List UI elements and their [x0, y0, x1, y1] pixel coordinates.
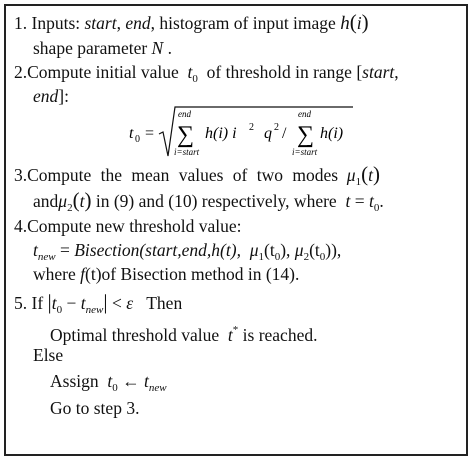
- step-4-close-a: ),: [280, 240, 291, 260]
- step-1-number: 1.: [14, 13, 28, 33]
- step-4-number: 4.: [14, 216, 28, 236]
- sum2-bottom: i=start: [292, 147, 318, 157]
- step-1-end: end: [125, 13, 151, 33]
- step-5-tn: t: [80, 293, 86, 313]
- step-5-assign: [50, 371, 167, 398]
- sum1-top: end: [178, 109, 191, 119]
- step-3-t2: t: [79, 191, 85, 211]
- step-4-where-word: where: [33, 264, 76, 284]
- step-2-close: ]:: [58, 86, 69, 106]
- step-4-t0b: (t: [309, 240, 320, 260]
- step-4-mu1: μ: [249, 240, 259, 260]
- step-1-rest: , histogram of input image: [150, 13, 336, 33]
- formula-exp2: 2: [274, 122, 279, 133]
- step-4-where: [33, 264, 299, 284]
- step-2-line-1: [14, 62, 399, 89]
- step-3-and: and: [33, 191, 59, 211]
- step-1-end-dot: .: [167, 38, 172, 58]
- step-5-arrow: ←: [122, 371, 140, 391]
- step-5-else: [33, 345, 63, 365]
- step-3-t0: t: [368, 191, 374, 211]
- step-4-tnew: t: [33, 240, 38, 260]
- step-5-abs-close: |: [103, 290, 108, 314]
- step-5-else-word: Else: [33, 345, 64, 365]
- step-1-N: N: [151, 38, 164, 58]
- step-5-assign-tn: t: [144, 371, 149, 391]
- step-5-star: *: [232, 324, 239, 336]
- step-5-abs-open: |: [47, 290, 52, 314]
- step-2-start: start: [362, 62, 395, 82]
- step-3-mu2: μ: [58, 191, 68, 211]
- step-4-where-rest: of Bisection method in (14).: [101, 264, 300, 284]
- step-4-mu1-sub: 1: [258, 251, 264, 263]
- step-1-h: h: [340, 13, 350, 34]
- step-5-tstar: t: [227, 325, 233, 345]
- step-2-t: t: [187, 62, 193, 82]
- step-3-number: 3.: [14, 165, 28, 185]
- step-4-eq: =: [59, 240, 70, 260]
- step-2-text: Compute initial value: [27, 62, 179, 82]
- step-5-minus: −: [66, 293, 77, 313]
- step-1-start: start: [84, 13, 117, 33]
- step-3-dot: .: [379, 191, 384, 211]
- step-5-assign-word: Assign: [50, 371, 99, 391]
- step-5-line-1: [14, 292, 182, 320]
- step-4-mu2-sub: 2: [303, 251, 310, 263]
- step-3-mu2-sub: 2: [67, 202, 73, 214]
- step-5-t0: t: [51, 293, 57, 313]
- step-5-t0-sub: 0: [56, 304, 63, 316]
- sum2-sigma: ∑: [297, 122, 315, 148]
- step-3-line-1: 3.Compute the mean values of two modes $\mu_1(t)$: [14, 162, 380, 188]
- step-3-t1: t: [368, 165, 373, 185]
- formula-exp: 2: [249, 122, 254, 133]
- step-5-goto: [50, 398, 139, 418]
- step-5-eps: ε: [126, 293, 134, 313]
- step-3-t0-sub: 0: [373, 202, 380, 214]
- formula-slash: /: [282, 125, 287, 142]
- step-1-intro: Inputs:: [31, 13, 81, 33]
- formula-eq: =: [145, 125, 155, 142]
- step-2-number: 2.: [14, 62, 28, 82]
- step-5-tn-sub: new: [85, 304, 104, 316]
- sum2-top: end: [298, 109, 311, 119]
- step-3-text: Compute the mean values of two modes: [27, 165, 339, 185]
- sum1-sigma: ∑: [177, 122, 195, 148]
- step-4-formula: [33, 240, 341, 267]
- step-4-mu2: μ: [294, 240, 304, 260]
- step-5-then: Then: [146, 293, 183, 313]
- step-2-end: end: [33, 86, 59, 106]
- step-4-t0a-sub: 0: [274, 251, 281, 263]
- initial-threshold-formula: [125, 104, 355, 162]
- step-4-t0a: (t: [264, 240, 275, 260]
- step-3-mu1: μ: [346, 165, 356, 185]
- step-5-goto-text: Go to step 3.: [50, 398, 140, 418]
- step-2-comma: ,: [394, 62, 399, 82]
- step-3-line-2: andμ$_2$(t) in (9) and (10) respectively, where $t = t_0$.: [33, 188, 384, 214]
- step-5-number: 5.: [14, 293, 28, 313]
- step-1-shape-text: shape parameter: [33, 38, 148, 58]
- step-5-if: If: [31, 293, 44, 313]
- sum1-bottom: i=start: [174, 147, 200, 157]
- step-4-ft: f: [80, 264, 86, 284]
- step-4-ft-arg: (t): [85, 264, 102, 284]
- step-5-reached: is reached.: [242, 325, 318, 345]
- step-2-line-2: [33, 86, 69, 106]
- step-3-mu1-sub: 1: [355, 176, 362, 188]
- step-1-sep: ,: [116, 13, 121, 33]
- step-5-optimal: [50, 320, 317, 345]
- formula-lhs-sub: 0: [135, 134, 140, 145]
- step-3-eq: =: [354, 191, 365, 211]
- step-1-i: i: [356, 13, 362, 33]
- step-4-func: Bisection: [74, 240, 140, 260]
- step-2-text2: of threshold in range [: [206, 62, 363, 82]
- formula-term2: q: [264, 125, 272, 142]
- step-5-assign-t0-sub: 0: [112, 382, 118, 394]
- step-4-close-b: )),: [325, 240, 342, 260]
- step-3-where-t: t: [345, 191, 351, 211]
- step-4-tnew-sub: new: [37, 251, 56, 263]
- step-5-lt: <: [111, 293, 122, 313]
- step-5-assign-t0: t: [107, 371, 113, 391]
- formula-lhs: t: [129, 125, 134, 142]
- step-4-args: (start,end,h(t),: [139, 240, 241, 260]
- step-1-line-1: 1. Inputs: start, end, histogram of input image h(i): [14, 10, 369, 34]
- step-4-t0b-sub: 0: [319, 251, 326, 263]
- step-5-optimal-text: Optimal threshold value: [50, 325, 220, 345]
- step-3-rest: in (9) and (10) respectively, where: [95, 191, 337, 211]
- step-4-text: Compute new threshold value:: [27, 216, 242, 236]
- step-4-line-1: [14, 216, 241, 236]
- step-1-line-2: [33, 38, 172, 58]
- formula-term1: h(i) i: [205, 125, 237, 142]
- step-5-assign-tn-sub: new: [148, 382, 167, 394]
- step-2-t-sub: 0: [192, 73, 198, 85]
- formula-term3: h(i): [320, 125, 344, 142]
